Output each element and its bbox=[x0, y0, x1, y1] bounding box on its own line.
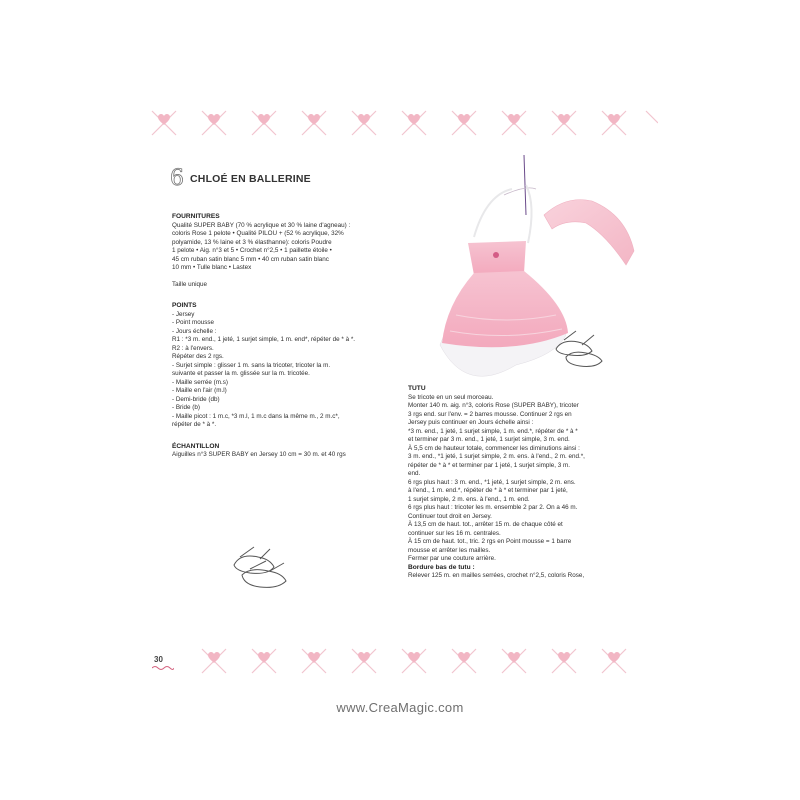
echantillon-heading: ÉCHANTILLON bbox=[172, 442, 220, 450]
left-column bbox=[172, 213, 404, 460]
tutu-line: à l'end., 1 m. end.*, répéter de * à * et terminer par 1 jeté, bbox=[408, 487, 568, 494]
points-line: - Point mousse bbox=[172, 319, 214, 326]
right-column bbox=[408, 385, 636, 581]
tutu-line: Fermer par une couture arrière. bbox=[408, 555, 496, 562]
fournitures-heading: FOURNITURES bbox=[172, 213, 220, 220]
fournitures-line: 1 pelote • Aig. n°3 et 5 • Crochet n°2,5 • 1 paillette étoile • bbox=[172, 247, 332, 254]
tutu-line: À 13,5 cm de haut. tot., arrêter 15 m. de chaque côté et bbox=[408, 521, 563, 528]
points-line: - Jours échelle : bbox=[172, 327, 217, 335]
ballet-shoes-drawing-right bbox=[554, 327, 606, 371]
bordure-text: Relever 125 m. en mailles serrées, crochet n°2,5, coloris Rose, bbox=[408, 572, 585, 579]
tutu-line: continuer sur les 16 m. centrales. bbox=[408, 529, 501, 537]
points-line: Répéter des 2 rgs. bbox=[172, 353, 224, 360]
fournitures-line: Qualité SUPER BABY (70 % acrylique et 30 % laine d'agneau) : bbox=[172, 221, 351, 229]
taille-text: Taille unique bbox=[172, 280, 208, 288]
points-line: - Surjet simple : glisser 1 m. sans la tricoter, tricoter la m. bbox=[172, 361, 331, 369]
points-line: - Jersey bbox=[172, 310, 195, 318]
points-line: - Maille serrée (m.s) bbox=[172, 378, 228, 386]
tutu-line: *3 m. end., 1 jeté, 1 surjet simple, 1 m. end.*, répéter de * à * bbox=[408, 427, 578, 435]
tutu-line: 6 rgs plus haut : tricoter les m. ensemble 2 par 2. On a 46 m. bbox=[408, 504, 578, 511]
tutu-line: 3 rgs end. sur l'env. = 2 barres mousse. Continuer 2 rgs en bbox=[408, 410, 572, 418]
page-number: 30 bbox=[154, 655, 163, 664]
fournitures-line: 10 mm • Tulle blanc • Lastex bbox=[172, 264, 252, 271]
tutu-line: Monter 140 m. aig. n°3, coloris Rose (SUPER BABY), tricoter bbox=[408, 402, 579, 409]
page-number-wave-decoration bbox=[152, 665, 174, 671]
points-line: - Maille en l'air (m.l) bbox=[172, 387, 227, 394]
tutu-line: end. bbox=[408, 470, 421, 477]
bottom-heart-cross-pattern bbox=[146, 643, 658, 679]
tutu-line: répéter de * à * et terminer par 1 jeté, 1 surjet simple, 3 m. bbox=[408, 461, 571, 469]
tutu-line: 3 m. end., *1 jeté, 1 surjet simple, 2 m. ens. à l'end., 2 m. end.*, bbox=[408, 453, 585, 460]
points-line: - Demi-bride (db) bbox=[172, 395, 220, 403]
tutu-line: 1 surjet simple, 2 m. ens. à l'end., 1 m. end. bbox=[408, 495, 530, 503]
chapter-number: 6 bbox=[170, 166, 184, 191]
tutu-line: 6 rgs plus haut : 3 m. end., *1 jeté, 1 surjet simple, 2 m. ens. bbox=[408, 478, 576, 486]
tutu-line: mousse et arrêter les mailles. bbox=[408, 546, 491, 554]
bordure-heading: Bordure bas de tutu : bbox=[408, 563, 475, 571]
top-heart-cross-pattern bbox=[146, 105, 658, 141]
book-page bbox=[146, 105, 658, 695]
chapter-name: CHLOÉ EN BALLERINE bbox=[190, 173, 311, 185]
points-heading: POINTS bbox=[172, 302, 197, 309]
tutu-line: Continuer tout droit en Jersey. bbox=[408, 512, 492, 520]
ballerina-outfit-photo bbox=[416, 155, 640, 380]
points-line: R1 : *3 m. end., 1 jeté, 1 surjet simple, 1 m. end*, répéter de * à *. bbox=[172, 336, 356, 343]
tutu-line: Se tricote en un seul morceau. bbox=[408, 393, 494, 401]
echantillon-text: Aiguilles n°3 SUPER BABY en Jersey 10 cm = 30 m. et 40 rgs bbox=[172, 451, 346, 458]
ballet-shoes-drawing-left bbox=[230, 541, 292, 591]
points-line: - Maille picot : 1 m.c, *3 m.l, 1 m.c dans la même m., 2 m.c*, bbox=[172, 412, 340, 420]
points-line: R2 : à l'envers. bbox=[172, 344, 214, 352]
points-line: suivante et passer la m. glissée sur la m. tricotée. bbox=[172, 370, 310, 377]
tutu-line: Jersey puis continuer en Jours échelle ainsi : bbox=[408, 419, 534, 426]
chapter-title bbox=[170, 167, 390, 191]
tutu-line: et terminer par 3 m. end., 1 jeté, 1 surjet simple, 3 m. end. bbox=[408, 436, 570, 443]
points-line: répéter de * à *. bbox=[172, 421, 217, 428]
tutu-line: À 15 cm de haut. tot., tric. 2 rgs en Point mousse = 1 barre bbox=[408, 538, 572, 545]
fournitures-line: coloris Rose 1 pelote • Qualité PILOU + (52 % acrylique, 32% bbox=[172, 230, 344, 237]
fournitures-line: 45 cm ruban satin blanc 5 mm • 40 cm ruban satin blanc bbox=[172, 255, 329, 263]
watermark-url: www.CreaMagic.com bbox=[336, 700, 464, 715]
tutu-heading: TUTU bbox=[408, 385, 426, 392]
tutu-line: À 5,5 cm de hauteur totale, commencer les diminutions ainsi : bbox=[408, 444, 580, 452]
fournitures-line: polyamide, 13 % laine et 3 % élasthanne): coloris Poudre bbox=[172, 238, 332, 246]
points-line: - Bride (b) bbox=[172, 404, 200, 411]
